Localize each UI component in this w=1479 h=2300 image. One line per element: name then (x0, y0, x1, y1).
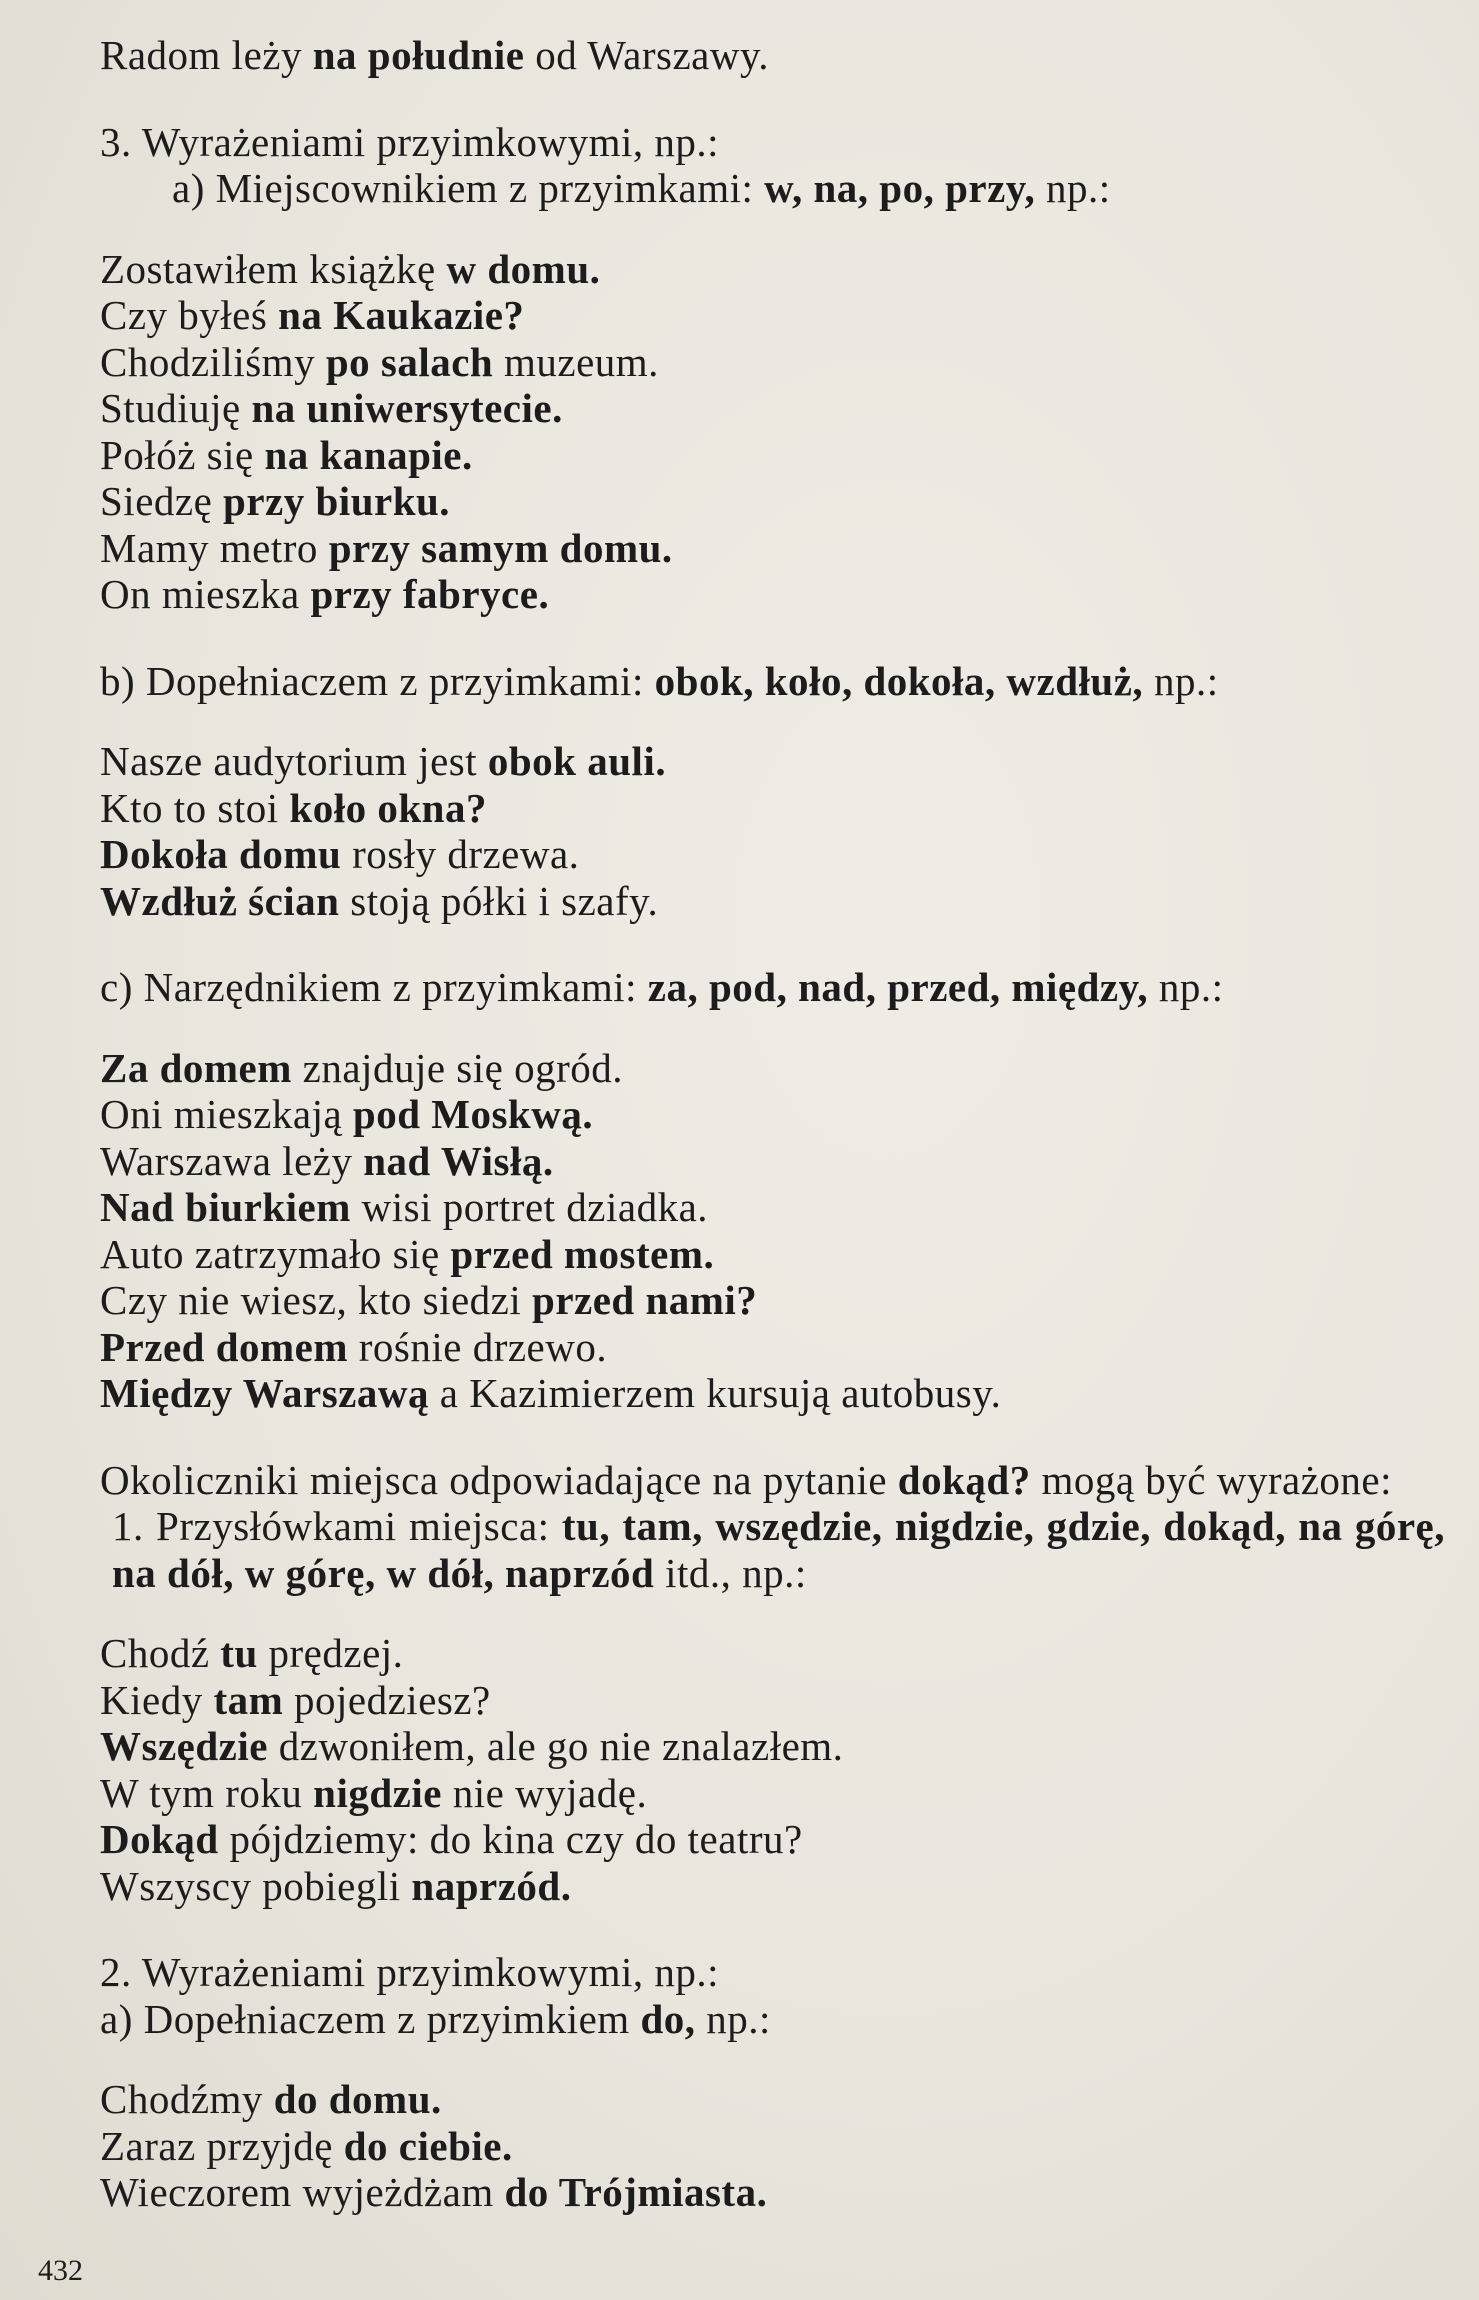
bold-phrase: przed mostem. (450, 1230, 715, 1277)
bold-phrase: obok, koło, dokoła, wzdłuż, (654, 657, 1144, 704)
text-run: Auto zatrzymało się (100, 1230, 451, 1277)
text-run: dzwoniłem, ale go nie znalazłem. (267, 1723, 844, 1769)
text-run: muzeum. (493, 338, 659, 385)
text-run: Studiuję (100, 385, 252, 431)
text-line (100, 1045, 1445, 1092)
text-run: 1. Przysłówkami miejsca: (112, 1503, 562, 1549)
text-line (100, 964, 1445, 1011)
bold-phrase: Za domem (100, 1044, 292, 1091)
text-run: b) Dopełniaczem z przyimkami: (100, 657, 655, 704)
bold-phrase: dokąd? (897, 1456, 1031, 1503)
text-run: Okoliczniki miejsca odpowiadające na pytanie (100, 1456, 898, 1503)
text-column (100, 32, 1445, 2216)
text-line (100, 525, 1445, 572)
bold-phrase: obok auli. (487, 738, 667, 784)
text-run: itd., np.: (654, 1549, 807, 1596)
text-run: np.: (1148, 964, 1224, 1010)
text-run: prędzej. (257, 1630, 404, 1676)
bold-phrase: w, na, po, przy, (764, 165, 1036, 211)
text-line (100, 292, 1445, 339)
text-line (100, 2076, 1445, 2123)
text-line (100, 2169, 1445, 2216)
bold-phrase: nigdzie (313, 1769, 442, 1816)
bold-phrase: do Trójmiasta. (504, 2169, 768, 2215)
text-run: pojedziesz? (283, 1676, 491, 1723)
text-run: Zostawiłem książkę (100, 245, 447, 292)
bold-phrase: naprzód. (411, 1862, 572, 1909)
text-line (100, 738, 1445, 785)
text-run: np.: (1035, 165, 1111, 211)
text-run: c) Narzędnikiem z przyimkami: (100, 964, 648, 1010)
text-line (100, 1816, 1445, 1863)
bold-phrase: Przed domem (100, 1323, 348, 1370)
bold-phrase: przy samym domu. (328, 524, 673, 571)
text-line (100, 1503, 1445, 1596)
text-line (100, 246, 1445, 293)
bold-phrase: przed nami? (532, 1277, 758, 1323)
bold-phrase: tam (213, 1676, 284, 1723)
text-line (100, 432, 1445, 479)
text-line (100, 119, 1445, 166)
text-line (100, 1723, 1445, 1770)
bold-phrase: na południe (312, 32, 525, 78)
text-line (100, 1277, 1445, 1324)
text-line (100, 385, 1445, 432)
bold-phrase: Wszędzie (100, 1723, 268, 1769)
text-run: a) Dopełniaczem z przyimkiem (100, 1995, 641, 2042)
text-line (100, 1630, 1445, 1677)
text-line (100, 571, 1445, 618)
text-run: Radom leży (100, 32, 313, 78)
paragraph-gap (100, 79, 1445, 119)
bold-phrase: do, (640, 1995, 696, 2042)
text-run: Zaraz przyjdę (100, 2122, 344, 2169)
text-run: Chodź (100, 1630, 221, 1676)
bold-phrase: Dokąd (100, 1816, 219, 1862)
text-run: wisi portret dziadka. (350, 1184, 709, 1230)
text-line (100, 1324, 1445, 1371)
paragraph-gap (100, 1909, 1445, 1949)
text-run: mogą być wyrażone: (1030, 1456, 1393, 1503)
bold-phrase: Wzdłuż ścian (100, 877, 340, 924)
text-run: a Kazimierzem kursują autobusy. (429, 1370, 1002, 1416)
text-run: Oni mieszkają (100, 1091, 353, 1137)
text-run: znajduje się ogród. (291, 1044, 623, 1091)
bold-phrase: Nad biurkiem (100, 1184, 351, 1230)
text-line (100, 658, 1445, 705)
text-line (100, 1231, 1445, 1278)
text-run: nie wyjadę. (441, 1769, 648, 1816)
text-run: np.: (1143, 657, 1219, 704)
text-line (100, 1091, 1445, 1138)
text-line (100, 1184, 1445, 1231)
text-line (100, 1949, 1445, 1996)
paragraph-gap (100, 704, 1445, 738)
text-run: Kto to stoi (100, 784, 290, 831)
text-run: Chodźmy (100, 2076, 274, 2122)
bold-phrase: przy biurku. (223, 478, 451, 524)
text-run: Kiedy (100, 1676, 214, 1723)
paragraph-gap (100, 1596, 1445, 1630)
text-line (100, 1770, 1445, 1817)
text-run: Chodziliśmy (100, 338, 326, 385)
text-run: rosły drzewa. (341, 831, 580, 877)
text-line (100, 878, 1445, 925)
bold-phrase: w domu. (446, 245, 601, 292)
text-run: a) Miejscownikiem z przyimkami: (172, 165, 765, 211)
text-run: Warszawa leży (100, 1137, 364, 1184)
paragraph-gap (100, 2042, 1445, 2076)
text-run: 2. Wyrażeniami przyimkowymi, np.: (100, 1949, 720, 1995)
text-run: Siedzę (100, 478, 224, 524)
text-run: stoją półki i szafy. (339, 877, 659, 924)
bold-phrase: tu, tam, wszędzie, nigdzie, gdzie, dokąd, na górę, na dół, w górę, w dół, naprzód (112, 1503, 1445, 1596)
text-run: Czy nie wiesz, kto siedzi (100, 1277, 533, 1323)
text-line (100, 1457, 1445, 1504)
text-line (100, 165, 1445, 212)
bold-phrase: do ciebie. (343, 2122, 513, 2169)
bold-phrase: nad Wisłą. (363, 1137, 554, 1184)
text-line (100, 2123, 1445, 2170)
text-run: od Warszawy. (524, 32, 770, 78)
bold-phrase: za, pod, nad, przed, między, (647, 964, 1149, 1010)
text-line (100, 1138, 1445, 1185)
text-run: Nasze audytorium jest (100, 738, 488, 784)
text-line (100, 1996, 1445, 2043)
bold-phrase: koło okna? (289, 784, 487, 831)
bold-phrase: przy fabryce. (310, 571, 550, 617)
paragraph-gap (100, 212, 1445, 246)
bold-phrase: na Kaukazie? (278, 292, 525, 338)
paragraph-gap (100, 924, 1445, 964)
bold-phrase: po salach (325, 338, 494, 385)
paragraph-gap (100, 1011, 1445, 1045)
text-run: Czy byłeś (100, 292, 279, 338)
text-line (100, 32, 1445, 79)
text-line (100, 478, 1445, 525)
text-line (100, 1863, 1445, 1910)
text-run: W tym roku (100, 1769, 314, 1816)
page-number: 432 (38, 2254, 83, 2287)
text-run: Połóż się (100, 431, 265, 478)
bold-phrase: do domu. (273, 2076, 442, 2122)
bold-phrase: na kanapie. (264, 431, 473, 478)
paragraph-gap (100, 618, 1445, 658)
text-run: Mamy metro (100, 524, 329, 571)
bold-phrase: tu (220, 1630, 258, 1676)
text-run: rośnie drzewo. (348, 1323, 608, 1370)
text-run: Wszyscy pobiegli (100, 1862, 412, 1909)
bold-phrase: na uniwersytecie. (251, 385, 563, 431)
text-run: On mieszka (100, 571, 311, 617)
text-line (100, 785, 1445, 832)
text-line (100, 831, 1445, 878)
text-run: np.: (695, 1995, 771, 2042)
bold-phrase: Dokoła domu (100, 831, 342, 877)
bold-phrase: Między Warszawą (100, 1370, 429, 1416)
text-line (100, 1677, 1445, 1724)
paragraph-gap (100, 1417, 1445, 1457)
bold-phrase: pod Moskwą. (352, 1091, 594, 1137)
text-run: Wieczorem wyjeżdżam (100, 2169, 505, 2215)
text-line (100, 1370, 1445, 1417)
text-run: pójdziemy: do kina czy do teatru? (218, 1816, 803, 1862)
text-line (100, 339, 1445, 386)
text-run: 3. Wyrażeniami przyimkowymi, np.: (100, 118, 720, 165)
